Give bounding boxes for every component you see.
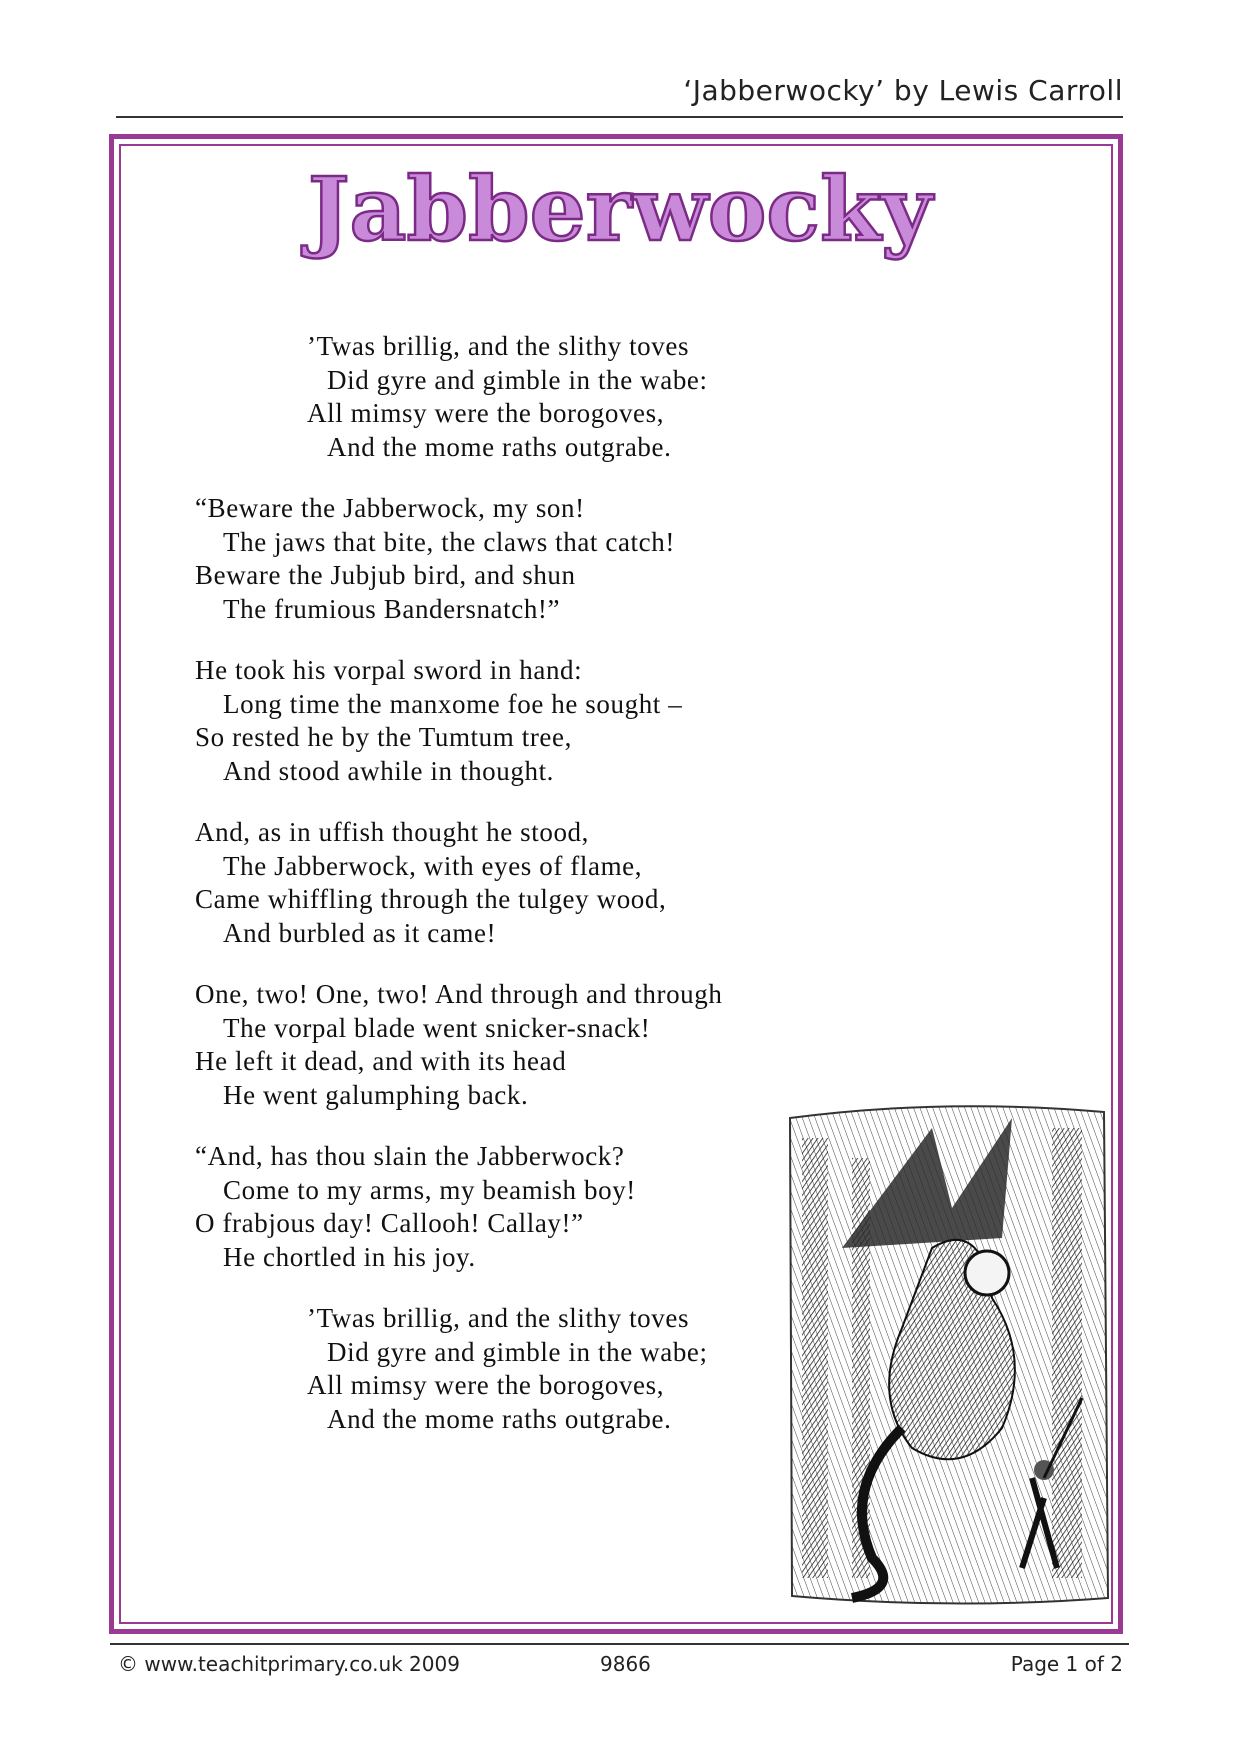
poem-line: Did gyre and gimble in the wabe: [327,364,708,395]
poem-line: ’Twas brillig, and the slithy toves [307,1303,690,1333]
poem-line: Beware the Jubjub bird, and shun [195,560,576,590]
stanza-3 [195,654,815,788]
poem-line: He went galumphing back. [223,1079,529,1110]
stanza-2 [195,492,815,626]
stanza-7 [195,1302,815,1436]
poem-line: He chortled in his joy. [223,1241,476,1272]
poem-line: One, two! One, two! And through and through [195,979,723,1009]
stanza-4 [195,816,815,950]
poem-line: Long time the manxome foe he sought – [223,688,683,719]
poem-line: The Jabberwock, with eyes of flame, [223,850,643,881]
poem-line: And burbled as it came! [223,917,497,948]
poem-body [195,330,815,1464]
poem-line: And the mome raths outgrabe. [327,1403,672,1434]
poem-line: “And, has thou slain the Jabberwock? [195,1141,625,1171]
poem-line: The jaws that bite, the claws that catch! [223,526,675,557]
poem-line: And, as in uffish thought he stood, [195,817,589,847]
poem-line: And stood awhile in thought. [223,755,555,786]
poem-title: Jabberwocky [307,157,932,261]
poem-line: All mimsy were the borogoves, [307,398,665,428]
stanza-5 [195,978,815,1112]
poem-line: Came whiffling through the tulgey wood, [195,884,667,914]
footer-code: 9866 [600,1652,651,1676]
poem-line: Did gyre and gimble in the wabe; [327,1336,708,1367]
poem-title-banner [0,152,1239,266]
stanza-6 [195,1140,815,1274]
footer-copyright: © www.teachitprimary.co.uk 2009 [118,1652,460,1676]
poem-line: He left it dead, and with its head [195,1046,567,1076]
poem-line: “Beware the Jabberwock, my son! [195,493,585,523]
poem-title-wordart [270,152,970,262]
header-divider [116,116,1123,118]
jabberwock-illustration [782,1098,1112,1606]
footer-page-number: Page 1 of 2 [1010,1652,1123,1676]
poem-line: The frumious Bandersnatch!” [223,593,561,624]
stanza-1 [195,330,815,464]
poem-line: Come to my arms, my beamish boy! [223,1174,636,1205]
poem-line: And the mome raths outgrabe. [327,431,672,462]
poem-line: So rested he by the Tumtum tree, [195,722,572,752]
document-header-title: ‘Jabberwocky’ by Lewis Carroll [683,74,1123,107]
footer-divider [110,1643,1129,1645]
poem-line: All mimsy were the borogoves, [307,1370,665,1400]
poem-line: He took his vorpal sword in hand: [195,655,583,685]
poem-line: ’Twas brillig, and the slithy toves [307,331,690,361]
poem-line: O frabjous day! Callooh! Callay!” [195,1208,584,1238]
poem-line: The vorpal blade went snicker-snack! [223,1012,651,1043]
